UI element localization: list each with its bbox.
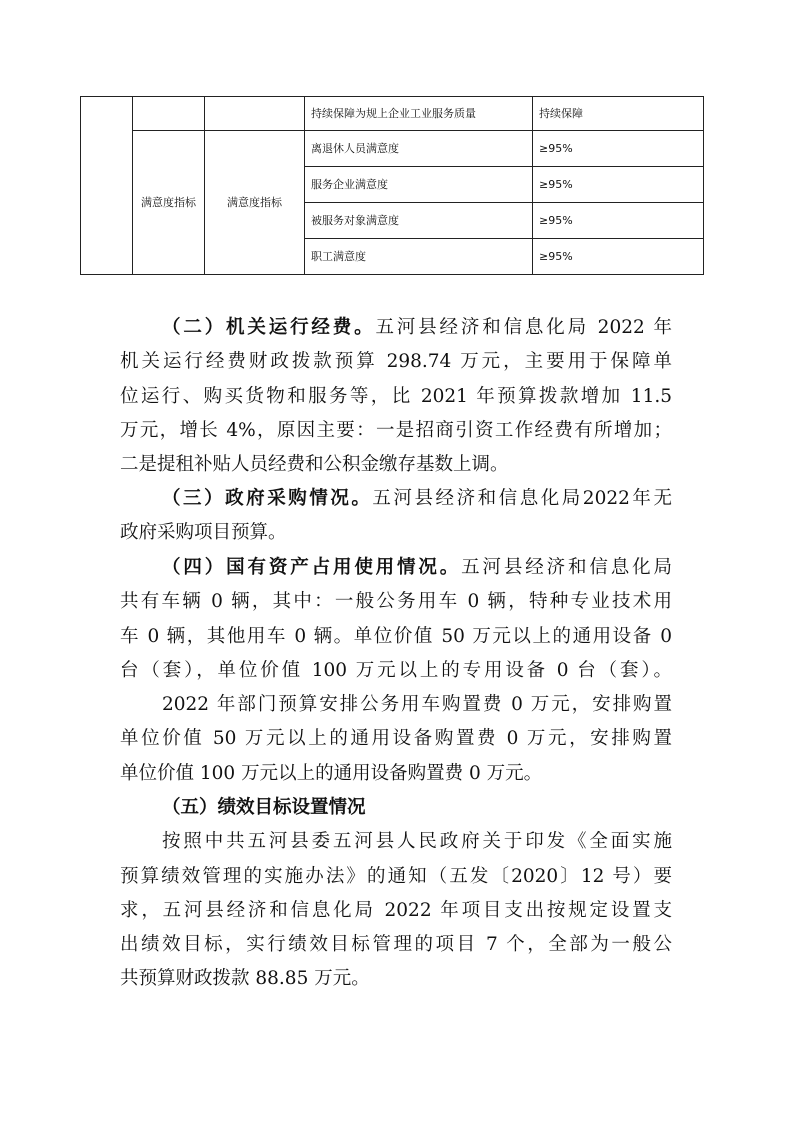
indicator-value: ≥95% — [533, 239, 704, 275]
table-cell-empty — [81, 97, 133, 275]
text-line: 万元，增长 4%，原因主要：一是招商引资工作经费有所增加； — [120, 419, 672, 441]
section-operating-expenses — [120, 311, 672, 482]
indicator-value: ≥95% — [533, 167, 704, 203]
text-line: 预算绩效管理的实施办法》的通知（五发〔2020〕12 号）要 — [120, 865, 672, 887]
text-span: 五河县经济和信息化局2022年无 — [372, 488, 672, 509]
text-line: 台（套），单位价值 100 万元以上的专用设备 0 台（套）。 — [120, 659, 672, 681]
text-line — [120, 311, 672, 345]
text-line — [120, 482, 672, 516]
indicator-name: 被服务对象满意度 — [305, 203, 533, 239]
paragraph-vehicle-purchase — [120, 688, 672, 791]
text-line: 单位价值 100 万元以上的通用设备购置费 0 万元。 — [120, 762, 543, 784]
text-line: 2022 年部门预算安排公务用车购置费 0 万元，安排购置 — [162, 694, 672, 715]
section-state-assets — [120, 551, 672, 688]
text-span: 五河县经济和信息化局 2022 年 — [375, 317, 672, 338]
text-line — [120, 791, 672, 825]
table-cell-empty — [133, 97, 205, 131]
text-span: 五河县经济和信息化局 — [461, 557, 672, 578]
indicator-name: 服务企业满意度 — [305, 167, 533, 203]
text-line: 按照中共五河县委五河县人民政府关于印发《全面实施 — [162, 831, 672, 853]
section-procurement — [120, 482, 672, 551]
level1-indicator: 满意度指标 — [133, 131, 205, 275]
section-heading: （三）政府采购情况。 — [162, 488, 373, 509]
indicator-name: 职工满意度 — [305, 239, 533, 275]
performance-indicator-table — [80, 96, 704, 275]
text-line: 二是提租补贴人员经费和公积金缴存基数上调。 — [120, 454, 509, 476]
text-line: 共预算财政拨款 88.85 万元。 — [120, 968, 370, 990]
section-heading: （二）机关运行经费。 — [162, 317, 376, 338]
indicator-name: 持续保障为规上企业工业服务质量 — [305, 97, 533, 131]
text-line — [120, 551, 672, 585]
indicator-name: 离退休人员满意度 — [305, 131, 533, 167]
text-line: 机关运行经费财政拨款预算 298.74 万元，主要用于保障单 — [120, 351, 672, 373]
text-line: 求，五河县经济和信息化局 2022 年项目支出按规定设置支 — [120, 899, 672, 921]
text-line: 共有车辆 0 辆，其中：一般公务用车 0 辆，特种专业技术用 — [120, 591, 672, 613]
section-performance-goals — [120, 791, 672, 997]
indicator-value: ≥95% — [533, 203, 704, 239]
text-line: 车 0 辆，其他用车 0 辆。单位价值 50 万元以上的通用设备 0 — [120, 625, 672, 647]
section-heading: （四）国有资产占用使用情况。 — [162, 557, 462, 578]
table-cell-empty — [205, 97, 305, 131]
text-line: 政府采购项目预算。 — [120, 522, 287, 544]
section-heading: （五）绩效目标设置情况 — [162, 797, 366, 818]
table-row — [81, 97, 704, 131]
table-row — [81, 131, 704, 167]
text-line: 位运行、购买货物和服务等，比 2021 年预算拨款增加 11.5 — [120, 385, 672, 407]
indicator-value: ≥95% — [533, 131, 704, 167]
level2-indicator: 满意度指标 — [205, 131, 305, 275]
text-line: 单位价值 50 万元以上的通用设备购置费 0 万元，安排购置 — [120, 728, 672, 750]
text-line: 出绩效目标，实行绩效目标管理的项目 7 个，全部为一般公 — [120, 934, 672, 956]
indicator-value: 持续保障 — [533, 97, 704, 131]
